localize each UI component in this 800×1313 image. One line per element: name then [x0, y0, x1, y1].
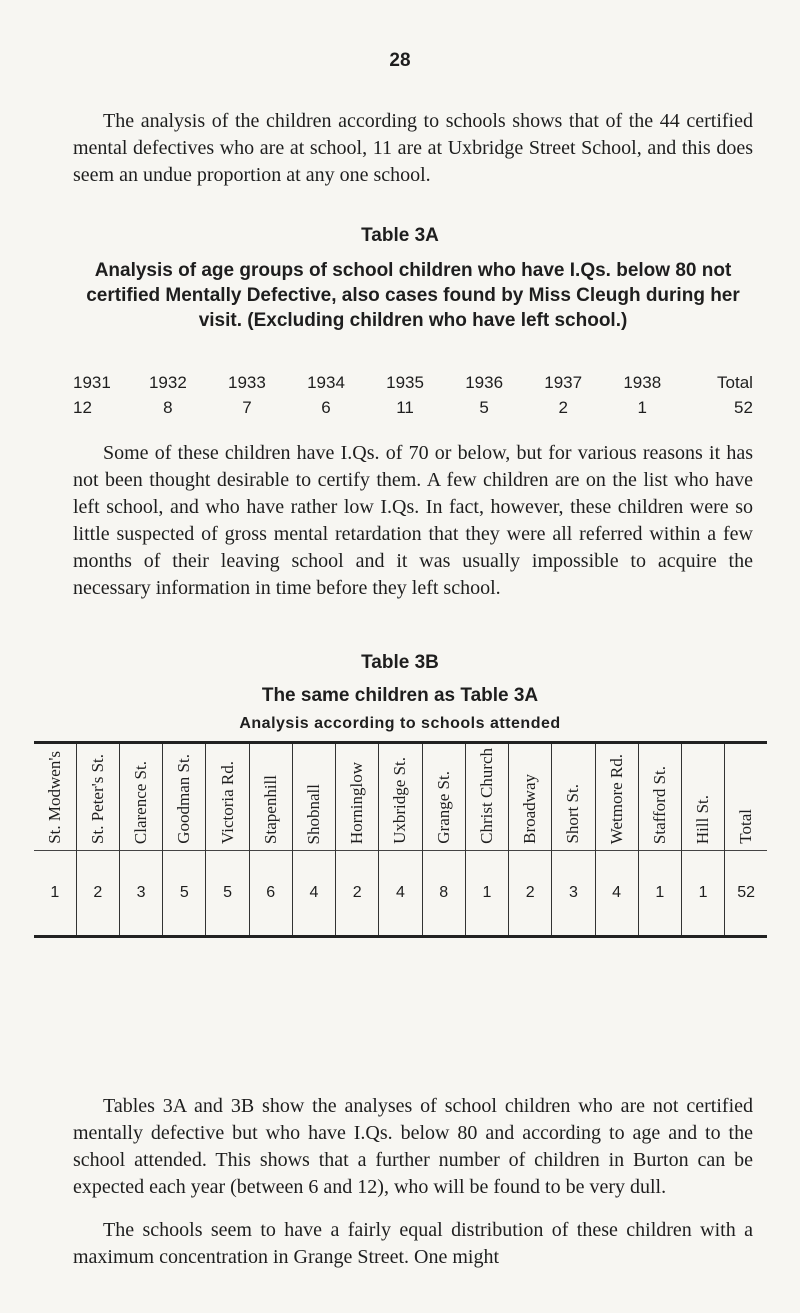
school-name: Clarence St.: [131, 760, 151, 844]
school-name: Wetmore Rd.: [606, 753, 626, 844]
school-header: [595, 743, 638, 851]
school-name: Shobnall: [303, 783, 323, 844]
count-cell: 6: [321, 398, 331, 417]
count-cell: 3: [552, 851, 595, 937]
school-header: [638, 743, 681, 851]
table-row: [34, 851, 767, 937]
count-cell: 2: [509, 851, 552, 937]
table-3a-title: Table 3A: [361, 225, 439, 246]
count-cell: 12: [73, 398, 92, 417]
school-name: Stafford St.: [649, 765, 669, 844]
year-cell: 1934: [307, 373, 345, 392]
school-header: [336, 743, 379, 851]
school-name: St. Modwen's: [44, 751, 64, 844]
count-cell: 5: [206, 851, 249, 937]
paragraph-distribution: The schools seem to have a fairly equal distribution of these children with a maximum concentration in Grange Street. One might: [73, 1219, 753, 1268]
paragraph-iq-explanation: Some of these children have I.Qs. of 70 or below, but for various reasons it has not been thought desirable to certify them. A few children are on the list who have left school, and who have rather low I.Qs. In fact, however, these children were so little suspected of gross mental retardation that they were all referred within a few months of their leaving school and it was usually impossible to acquire the necessary information in time before they left school.: [73, 442, 753, 599]
count-cell: 52: [734, 398, 753, 417]
count-cell: 4: [379, 851, 422, 937]
count-cell: 7: [242, 398, 252, 417]
school-name: Short St.: [563, 784, 583, 844]
school-header: [422, 743, 465, 851]
school-name: Victoria Rd.: [217, 760, 237, 844]
school-header: [163, 743, 206, 851]
count-cell: 1: [638, 851, 681, 937]
school-header: [681, 743, 724, 851]
count-cell: 1: [637, 398, 647, 417]
school-name: Broadway: [520, 774, 540, 844]
school-header: [725, 743, 767, 851]
school-name: Grange St.: [433, 771, 453, 844]
school-header: [76, 743, 119, 851]
school-name: Total: [736, 809, 756, 844]
school-header: [292, 743, 335, 851]
year-cell: Total: [717, 373, 753, 392]
count-cell: 6: [249, 851, 292, 937]
year-cell: 1933: [228, 373, 266, 392]
count-cell: 2: [76, 851, 119, 937]
school-header: [379, 743, 422, 851]
count-cell: 2: [558, 398, 568, 417]
count-cell: 2: [336, 851, 379, 937]
paragraph-intro: The analysis of the children according to schools shows that of the 44 certified mental defectives who are at school, 11 are at Uxbridge Street School, and this does seem an undue proportion at any one school.: [73, 110, 753, 186]
school-header: [552, 743, 595, 851]
count-cell: 1: [34, 851, 76, 937]
count-cell: 1: [681, 851, 724, 937]
school-header: [34, 743, 76, 851]
table-3a-years-row: [73, 373, 753, 393]
table-3b-title: Table 3B: [361, 652, 439, 673]
year-cell: 1938: [623, 373, 662, 392]
count-cell: 5: [163, 851, 206, 937]
table-3b-schools: [34, 741, 767, 938]
year-cell: 1937: [544, 373, 583, 392]
school-name: Uxbridge St.: [390, 757, 410, 844]
school-name: Goodman St.: [174, 754, 194, 844]
count-cell: 8: [163, 398, 173, 417]
school-name: St. Peter's St.: [87, 754, 107, 844]
year-cell: 1931: [73, 373, 111, 392]
count-cell: 8: [422, 851, 465, 937]
count-cell: 5: [479, 398, 489, 417]
year-cell: 1932: [148, 373, 187, 392]
table-3b-caption: Analysis according to schools attended: [239, 715, 561, 732]
table-3a-counts-row: [73, 398, 753, 418]
school-header: [509, 743, 552, 851]
school-header: [206, 743, 249, 851]
count-cell: 1: [465, 851, 508, 937]
count-cell: 4: [595, 851, 638, 937]
count-cell: 52: [725, 851, 767, 937]
school-name: Christ Church: [476, 748, 496, 844]
year-cell: 1935: [386, 373, 424, 392]
school-header: [465, 743, 508, 851]
table-3b-subtitle: The same children as Table 3A: [261, 685, 539, 706]
year-cell: 1936: [465, 373, 504, 392]
school-name: Hill St.: [693, 794, 713, 844]
paragraph-analysis: Tables 3A and 3B show the analyses of school children who are not certified mentally defective but who have I.Qs. below 80 and according to age and to the school attended. This shows that a further number of children in Burton can be expected each year (between 6 and 12), who will be found to be very dull.: [73, 1095, 753, 1198]
school-header: [249, 743, 292, 851]
count-cell: 4: [292, 851, 335, 937]
school-header: [119, 743, 162, 851]
count-cell: 3: [119, 851, 162, 937]
table-header-row: [34, 743, 767, 851]
count-cell: 11: [396, 398, 414, 417]
school-name: Stapenhill: [260, 775, 280, 844]
page-number: 28: [389, 50, 411, 71]
table-3a-subtitle: Analysis of age groups of school children who have I.Qs. below 80 not certified Mentally Defective, also cases found by Miss Cleugh during her visit. (Excluding children who have left school.): [86, 260, 740, 331]
school-name: Horninglow: [347, 761, 367, 844]
